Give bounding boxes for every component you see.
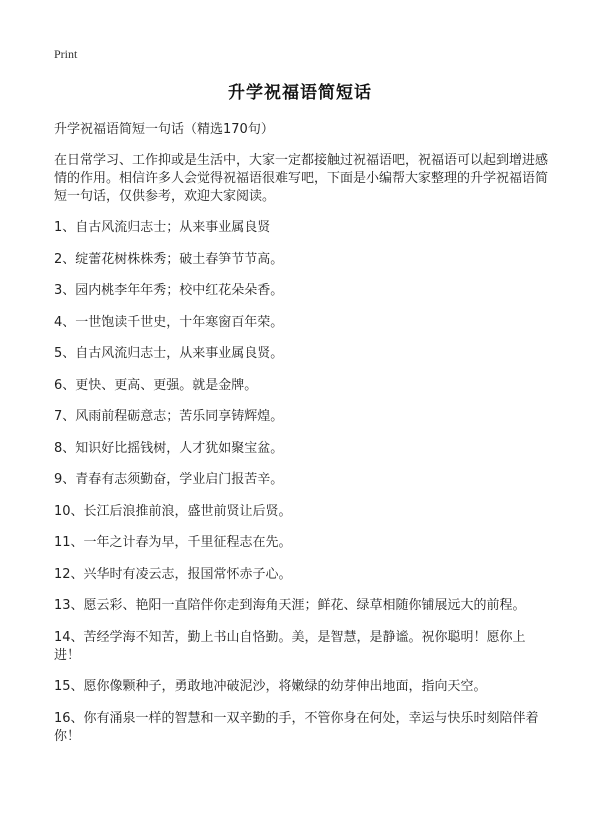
list-item: 11、一年之计春为早，千里征程志在先。 — [54, 535, 292, 550]
document-subtitle: 升学祝福语简短一句话（精选170句） — [54, 122, 274, 137]
list-item: 16、你有涌泉一样的智慧和一双辛勤的手，不管你身在何处，幸运与快乐时刻陪伴着你！ — [54, 710, 539, 744]
list-item: 6、更快、更高、更强。就是金牌。 — [54, 377, 258, 393]
intro-paragraph: 在日常学习、工作抑或是生活中，大家一定都接触过祝福语吧，祝福语可以起到增进感情的作用。相信许多人会觉得祝福语很难写吧，下面是小编帮大家整理的升学祝福语简短一句话，仅供参考，欢迎大家阅读。 — [54, 153, 549, 204]
blessing-list — [54, 219, 550, 746]
print-link[interactable]: Print — [54, 47, 78, 61]
page-title: 升学祝福语简短话 — [228, 83, 372, 103]
list-item: 10、长江后浪推前浪，盛世前贤让后贤。 — [54, 503, 292, 519]
list-item: 2、绽蕾花树株株秀；破土春笋节节高。 — [54, 251, 284, 267]
list-item: 13、愿云彩、艳阳一直陪伴你走到海角天涯；鲜花、绿草相随你铺展远大的前程。 — [54, 598, 526, 613]
list-item: 14、苦经学海不知苦，勤上书山自恪勤。美，是智慧，是静谧。祝你聪明！愿你上进！ — [54, 629, 526, 663]
list-item: 15、愿你像颗种子，勇敢地冲破泥沙，将嫩绿的幼芽伸出地面，指向天空。 — [54, 679, 487, 694]
list-item: 9、青春有志须勤奋，学业启门报苦辛。 — [54, 472, 284, 487]
list-item: 7、风雨前程砺意志；苦乐同享铸辉煌。 — [54, 409, 284, 424]
list-item: 1、自古风流归志士；从来事业属良贤 — [54, 220, 271, 235]
document-body — [54, 121, 550, 759]
list-item: 12、兴华时有凌云志，报国常怀赤子心。 — [54, 566, 292, 582]
list-item: 8、知识好比摇钱树，人才犹如聚宝盆。 — [54, 440, 284, 456]
list-item: 4、一世饱读千世史，十年寒窗百年荣。 — [54, 314, 284, 330]
list-item: 3、园内桃李年年秀；校中红花朵朵香。 — [54, 283, 284, 298]
list-item: 5、自古风流归志士，从来事业属良贤。 — [54, 346, 284, 361]
